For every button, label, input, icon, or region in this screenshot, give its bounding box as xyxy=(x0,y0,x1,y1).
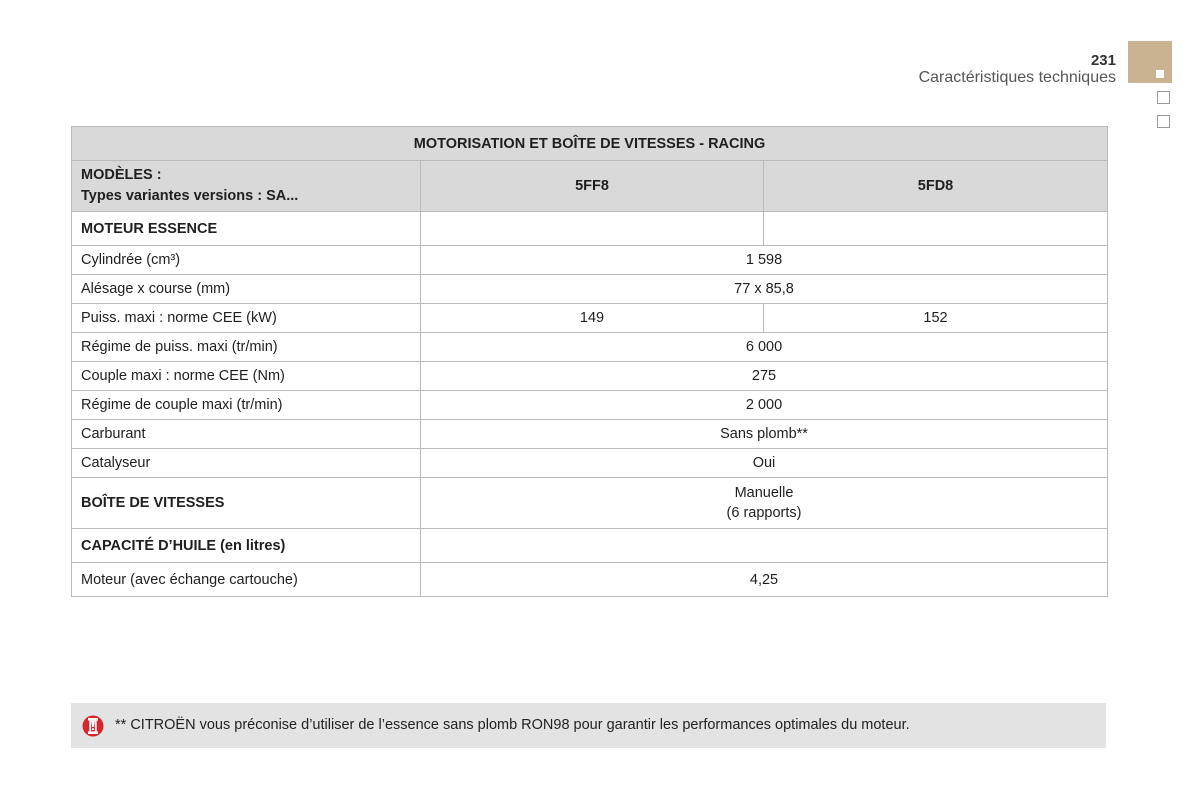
tab-marker xyxy=(1156,70,1164,78)
table-row xyxy=(72,563,1108,597)
table-title: MOTORISATION ET BOÎTE DE VITESSES - RACING xyxy=(72,127,1108,161)
row-value: 2 000 xyxy=(421,391,1108,420)
row-value: 77 x 85,8 xyxy=(421,275,1108,304)
row-value-a: 149 xyxy=(421,304,764,333)
models-label xyxy=(72,161,421,212)
oil-value: 4,25 xyxy=(421,563,1108,597)
warning-icon xyxy=(82,715,104,737)
row-label: Alésage x course (mm) xyxy=(72,275,421,304)
row-value: Oui xyxy=(421,449,1108,478)
models-row xyxy=(72,161,1108,212)
row-label: Carburant xyxy=(72,420,421,449)
chapter-tab-active xyxy=(1128,41,1172,83)
row-label: Catalyseur xyxy=(72,449,421,478)
row-value: 6 000 xyxy=(421,333,1108,362)
gearbox-value-line1: Manuelle xyxy=(734,485,794,501)
empty-cell xyxy=(421,529,1108,563)
row-label: Puiss. maxi : norme CEE (kW) xyxy=(72,304,421,333)
chapter-tab-box xyxy=(1157,115,1170,128)
oil-heading: CAPACITÉ D’HUILE (en litres) xyxy=(72,529,421,563)
table-row xyxy=(72,420,1108,449)
engine-heading-row xyxy=(72,212,1108,246)
fuel-note xyxy=(71,703,1106,748)
row-label: Régime de couple maxi (tr/min) xyxy=(72,391,421,420)
table-row xyxy=(72,275,1108,304)
gearbox-label: BOÎTE DE VITESSES xyxy=(72,478,421,529)
table-row xyxy=(72,333,1108,362)
page-number: 231 xyxy=(1090,52,1116,69)
model-a: 5FF8 xyxy=(421,161,764,212)
models-label-line1: MODÈLES : xyxy=(81,167,162,183)
row-value-b: 152 xyxy=(764,304,1108,333)
table-row xyxy=(72,449,1108,478)
oil-heading-row xyxy=(72,529,1108,563)
table-row xyxy=(72,391,1108,420)
note-text: ** CITROËN vous préconise d’utiliser de l’essence sans plomb RON98 pour garantir les performances optimales du moteur. xyxy=(115,717,910,733)
model-b: 5FD8 xyxy=(764,161,1108,212)
gearbox-value-line2: (6 rapports) xyxy=(726,505,802,521)
models-label-line2: Types variantes versions : SA... xyxy=(81,188,299,204)
table-title-row xyxy=(72,127,1108,161)
section-title: Caractéristiques techniques xyxy=(918,69,1116,86)
gearbox-row xyxy=(72,478,1108,529)
row-value: Sans plomb** xyxy=(421,420,1108,449)
table-row xyxy=(72,304,1108,333)
row-label: Régime de puiss. maxi (tr/min) xyxy=(72,333,421,362)
row-label: Cylindrée (cm³) xyxy=(72,246,421,275)
chapter-tab-box xyxy=(1157,91,1170,104)
gearbox-value xyxy=(421,478,1108,529)
oil-label: Moteur (avec échange cartouche) xyxy=(72,563,421,597)
empty-cell xyxy=(764,212,1108,246)
spec-table xyxy=(71,126,1108,597)
row-label: Couple maxi : norme CEE (Nm) xyxy=(72,362,421,391)
table-row xyxy=(72,362,1108,391)
empty-cell xyxy=(421,212,764,246)
row-value: 1 598 xyxy=(421,246,1108,275)
engine-heading: MOTEUR ESSENCE xyxy=(72,212,421,246)
row-value: 275 xyxy=(421,362,1108,391)
table-row xyxy=(72,246,1108,275)
